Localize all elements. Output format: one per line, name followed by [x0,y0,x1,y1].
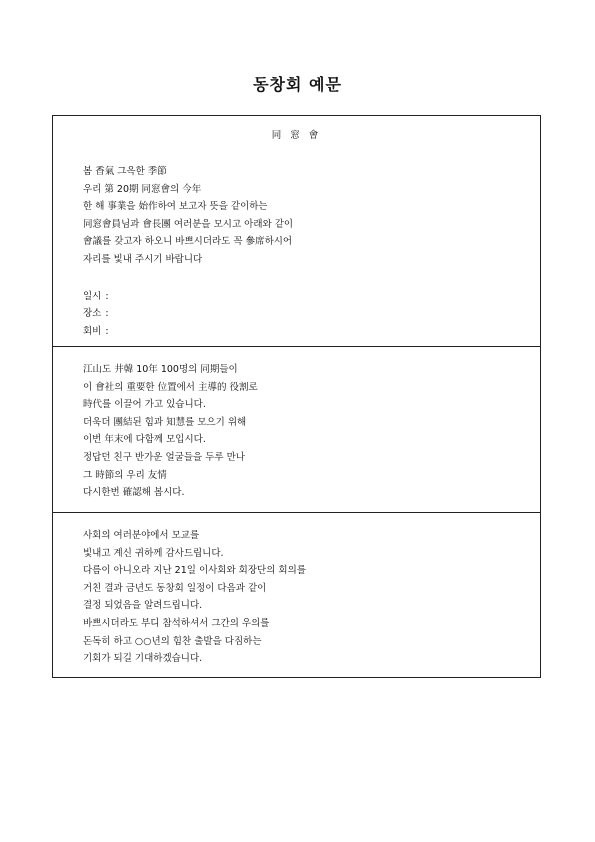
invitation-section [53,116,540,347]
document-title: 동창회 예문 [253,75,342,94]
text-line: 거친 결과 금년도 동창회 일정이 다음과 같이 [83,582,267,594]
text-line: 그 時節의 우리 友情 [83,469,167,481]
text-line: 同窓會員님과 會長團 여러분을 모시고 아래와 같이 [83,218,294,230]
text-line: 돈독히 하고 ○○년의 힘찬 출발을 다짐하는 [83,635,262,647]
text-line: 이번 年末에 다함께 모입시다. [83,434,206,446]
text-line: 자리를 빛내 주시기 바랍니다 [83,253,203,265]
fee-field [83,323,540,341]
invitation-text [53,163,540,269]
text-line: 時代를 이끌어 가고 있습니다. [83,399,206,411]
text-line: 우리 第 20期 同窓會의 今年 [83,183,202,195]
text-line: 사회의 여러분야에서 모교를 [83,530,200,541]
section-heading: 同 窓 會 [271,130,322,141]
field-label: 일시 [83,290,102,302]
text-line: 바쁘시더라도 부디 참석하셔서 그간의 우의를 [83,617,270,629]
invitation-box [52,115,541,678]
text-line: 한 해 事業을 始作하여 보고자 뜻을 같이하는 [83,201,268,213]
text-line: 다름이 아니오라 지난 21일 이사회와 회장단의 회의를 [83,565,306,577]
text-line: 결정 되었음을 알려드립니다. [83,600,203,612]
place-field [83,305,540,323]
field-label: 회비 [83,325,102,337]
text-line: 빛내고 계신 귀하께 감사드립니다. [83,547,224,559]
example-text-3 [53,513,540,677]
field-label: 장소 [83,308,102,320]
text-line: 봄 香氣 그윽한 季節 [83,166,167,177]
event-details [53,288,540,341]
text-line: 정답던 친구 반가운 얼굴들을 두루 만나 [83,451,245,463]
date-field [83,288,540,306]
example-text-3-lines [53,527,540,668]
text-line: 다시한번 確認해 봅시다. [83,487,185,499]
field-colon: : [105,325,109,337]
example-text-2 [53,347,540,513]
text-line: 江山도 井韓 10年 100명의 同期들이 [83,364,238,375]
field-colon: : [105,308,109,320]
field-colon: : [105,290,109,302]
example-text-2-lines [53,361,540,502]
text-line: 會議를 갖고자 하오니 바쁘시더라도 꼭 參席하시어 [83,236,293,248]
text-line: 더욱더 團結된 힘과 知慧를 모으기 위해 [83,416,247,428]
text-line: 이 會社의 重要한 位置에서 主導的 役割로 [83,381,258,393]
text-line: 기회가 되길 기대하겠습니다. [83,653,203,665]
